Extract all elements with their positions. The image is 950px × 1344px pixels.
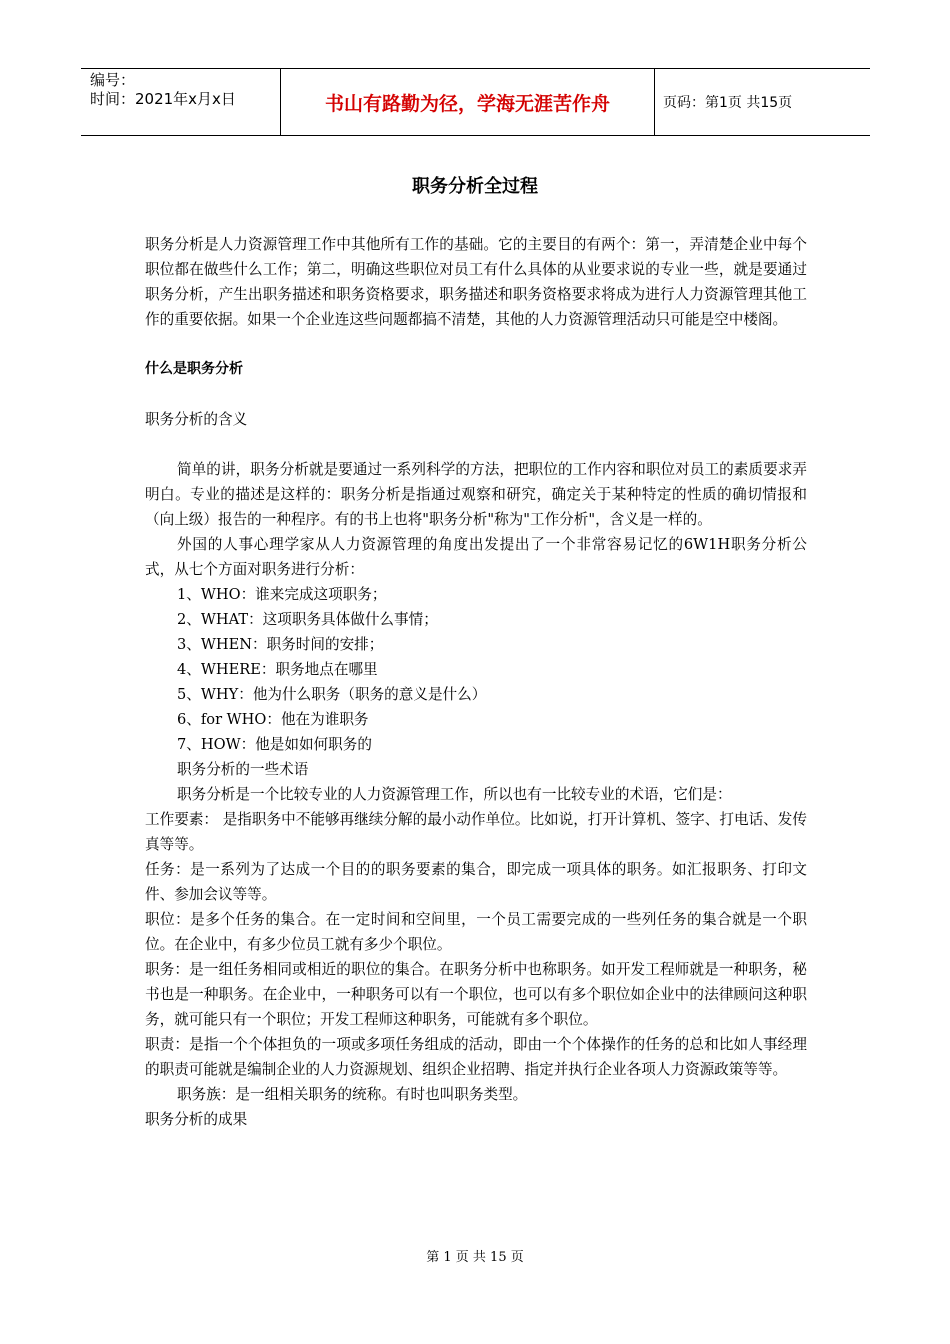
document-body — [145, 232, 807, 1132]
document-number: 编号： — [90, 71, 136, 89]
paragraph-formula: 外国的人事心理学家从人力资源管理的角度出发提出了一个非常容易记忆的6W1H职务分析公式，从七个方面对职务进行分析： — [145, 536, 807, 578]
page-header — [81, 68, 870, 136]
paragraph-definition: 简单的讲，职务分析就是要通过一系列科学的方法，把职位的工作内容和职位对员工的素质要求弄明白。专业的描述是这样的：职务分析是指通过观察和研究，确定关于某种特定的性质的确切情报和（向上级）报告的一种程序。有的书上也将"职务分析"称为"工作分析"，含义是一样的。 — [145, 461, 807, 528]
term-position: 职位：是多个任务的集合。在一定时间和空间里，一个员工需要完成的一些列任务的集合就是一个职位。在企业中，有多少位员工就有多少个职位。 — [145, 911, 807, 953]
section-heading: 什么是职务分析 — [145, 361, 243, 377]
list-item: 3、WHEN：职务时间的安排； — [177, 636, 384, 653]
term-duty: 职责：是指一个个体担负的一项或多项任务组成的活动，即由一个个体操作的任务的总和比如人事经理的职责可能就是编制企业的人力资源规划、组织企业招聘、指定并执行企业各项人力资源政策等等。 — [145, 1036, 807, 1078]
term-family: 职务族：是一组相关职务的统称。有时也叫职务类型。 — [177, 1086, 528, 1103]
term-job: 职务：是一组任务相同或相近的职位的集合。在职务分析中也称职务。如开发工程师就是一种职务，秘书也是一种职务。在企业中，一种职务可以有一个职位，也可以有多个职位如企业中的法律顾问这种职务，就可能只有一个职位；开发工程师这种职务，可能就有多个职位。 — [145, 961, 807, 1028]
header-motto: 书山有路勤为径，学海无涯苦作舟 — [280, 69, 655, 135]
list-item: 2、WHAT：这项职务具体做什么事情； — [177, 611, 438, 628]
subsection-heading: 职务分析的含义 — [145, 411, 248, 428]
list-item: 4、WHERE：职务地点在哪里 — [177, 661, 378, 678]
term-element: 工作要素： 是指职务中不能够再继续分解的最小动作单位。比如说，打开计算机、签字、打电话、发传真等等。 — [145, 811, 807, 853]
intro-paragraph: 职务分析是人力资源管理工作中其他所有工作的基础。它的主要目的有两个：第一，弄清楚企业中每个职位都在做些什么工作；第二，明确这些职位对员工有什么具体的从业要求说的专业一些，就是要通过职务分析，产生出职务描述和职务资格要求，职务描述和职务资格要求将成为进行人力资源管理其他工作的重要依据。如果一个企业连这些问题都搞不清楚，其他的人力资源管理活动只可能是空中楼阁。 — [145, 236, 807, 328]
header-meta — [81, 69, 280, 135]
list-item: 6、for WHO：他在为谁职务 — [177, 711, 369, 728]
document-date: 时间：2021年x月x日 — [90, 90, 236, 108]
list-item: 7、HOW：他是如如何职务的 — [177, 736, 372, 753]
header-page-info: 页码：第1页 共15页 — [663, 95, 793, 111]
results-heading: 职务分析的成果 — [145, 1111, 248, 1128]
list-item: 5、WHY：他为什么职务（职务的意义是什么） — [177, 686, 487, 703]
term-task: 任务：是一系列为了达成一个目的的职务要素的集合，即完成一项具体的职务。如汇报职务、打印文件、参加会议等等。 — [145, 861, 807, 903]
page-footer: 第 1 页 共 15 页 — [426, 1250, 524, 1265]
terms-heading: 职务分析的一些术语 — [177, 761, 309, 778]
document-title: 职务分析全过程 — [412, 176, 538, 197]
terms-intro: 职务分析是一个比较专业的人力资源管理工作，所以也有一比较专业的术语，它们是： — [177, 786, 732, 803]
list-item: 1、WHO：谁来完成这项职务； — [177, 586, 387, 603]
